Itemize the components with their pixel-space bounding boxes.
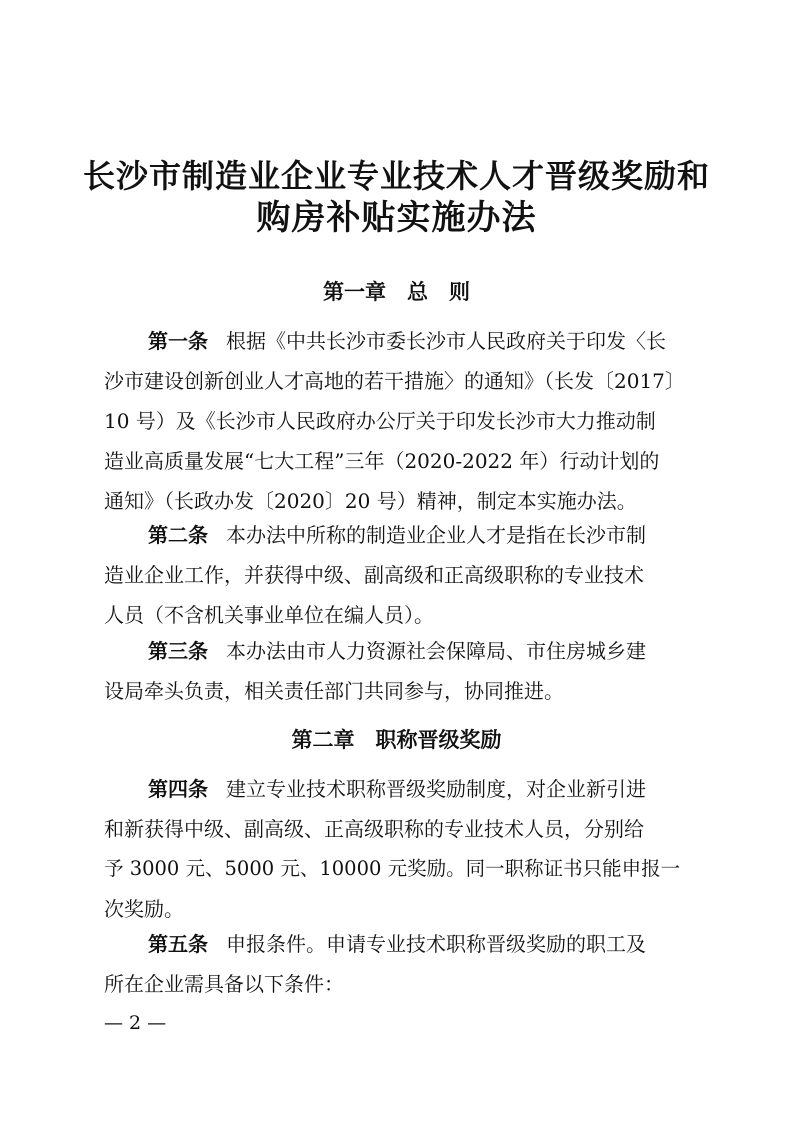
article-2 <box>104 515 689 635</box>
article-label: 第一条 <box>148 329 208 353</box>
article-text-line: 次奖励。 <box>104 897 184 921</box>
article-text-line: 设局牵头负责，相关责任部门共同参与，协同推进。 <box>104 679 564 703</box>
article-text-line: 沙市建设创新创业人才高地的若干措施〉的通知》（长发〔2017〕 <box>104 369 685 393</box>
article-text-line: 所在企业需具备以下条件： <box>104 972 344 996</box>
article-text-line: 和新获得中级、副高级、正高级职称的专业技术人员，分别给 <box>104 817 644 841</box>
chapter-heading-1: 第一章 总 则 <box>323 280 470 304</box>
article-1 <box>104 321 689 521</box>
article-label: 第四条 <box>148 777 208 801</box>
article-text-line: 本办法中所称的制造业企业人才是指在长沙市制 <box>226 523 646 547</box>
document-title-line-1: 长沙市制造业企业专业技术人才晋级奖励和 <box>82 157 710 195</box>
chapter-heading-2: 第二章 职称晋级奖励 <box>291 728 502 752</box>
page-number: — 2 — <box>104 1012 167 1034</box>
article-4 <box>104 769 689 929</box>
article-text-line: 人员（不含机关事业单位在编人员）。 <box>104 603 434 627</box>
article-3 <box>104 631 689 711</box>
document-title-line-2: 购房补贴实施办法 <box>256 198 537 238</box>
article-text-line: 通知》（长政办发〔2020〕20 号）精神，制定本实施办法。 <box>104 489 637 513</box>
article-5 <box>104 924 689 1004</box>
article-text-line: 根据《中共长沙市委长沙市人民政府关于印发〈长 <box>226 329 666 353</box>
article-text-line: 本办法由市人力资源社会保障局、市住房城乡建 <box>226 639 646 663</box>
article-text-line: 10 号）及《长沙市人民政府办公厅关于印发长沙市大力推动制 <box>104 409 656 433</box>
article-label: 第三条 <box>148 639 208 663</box>
article-label: 第二条 <box>148 523 208 547</box>
article-text-line: 建立专业技术职称晋级奖励制度，对企业新引进 <box>226 777 646 801</box>
article-label: 第五条 <box>148 932 208 956</box>
article-text-line: 造业企业工作，并获得中级、副高级和正高级职称的专业技术 <box>104 563 644 587</box>
article-text-line: 申报条件。申请专业技术职称晋级奖励的职工及 <box>226 932 646 956</box>
article-text-line: 予 3000 元、5000 元、10000 元奖励。同一职称证书只能申报一 <box>104 857 681 880</box>
article-text-line: 造业高质量发展“七大工程”三年（2020-2022 年）行动计划的 <box>104 449 660 473</box>
